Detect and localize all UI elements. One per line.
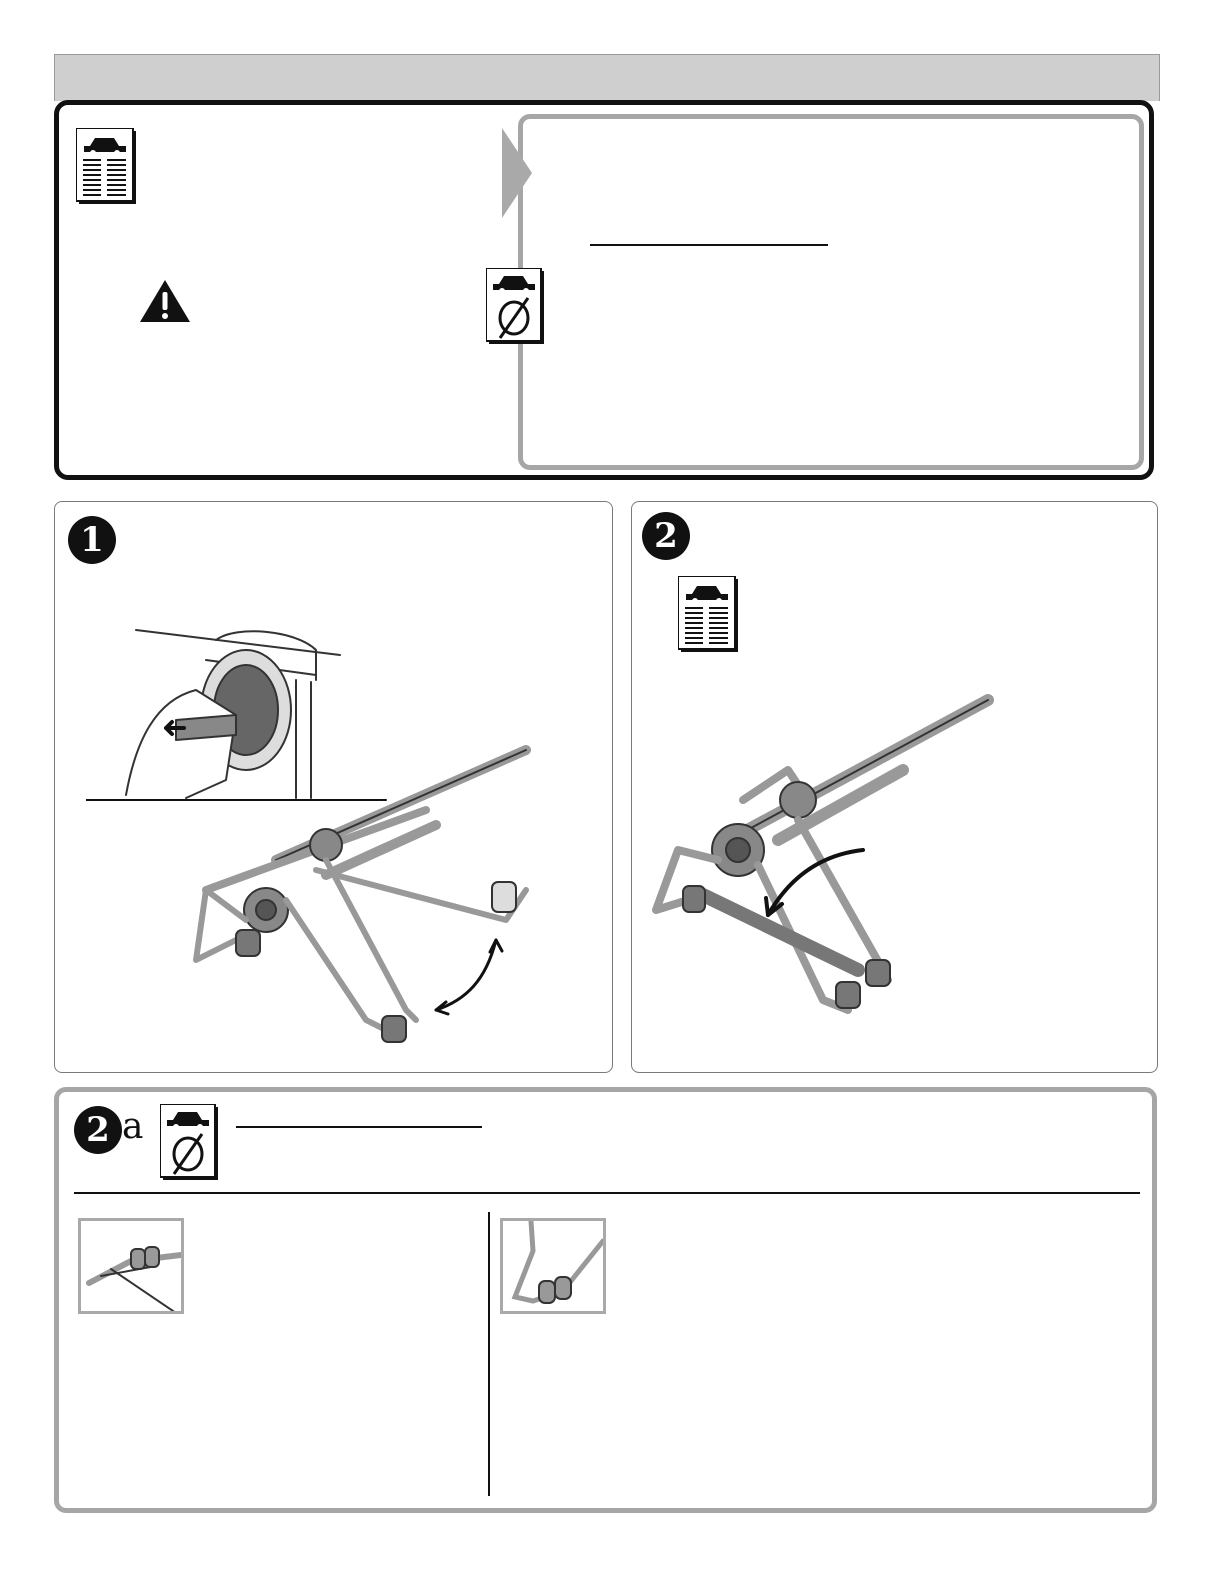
step-2a-left-thumbnail <box>78 1218 184 1314</box>
step-1-number: 1 <box>68 516 116 564</box>
vehicle-no-fit-icon <box>486 268 546 346</box>
vehicle-fit-document-icon <box>678 576 740 654</box>
vehicle-no-fit-icon <box>160 1104 220 1182</box>
warning-triangle-icon <box>138 278 192 324</box>
step-1-illustration <box>86 620 546 1060</box>
arrow-right-icon <box>502 128 532 218</box>
step-2a-number: 2 <box>74 1106 122 1154</box>
vehicle-fit-document-icon <box>76 128 138 206</box>
step-2-number: 2 <box>642 512 690 560</box>
step-2a-title-underline <box>236 1126 482 1128</box>
intro-right-box <box>518 114 1144 470</box>
header-bar <box>54 54 1160 101</box>
step-2a-suffix: a <box>122 1106 144 1147</box>
step-2a-right-thumbnail <box>500 1218 606 1314</box>
step-2a-divider <box>74 1192 1140 1194</box>
step-2-illustration <box>648 690 1008 1020</box>
step-2a-column-divider <box>488 1212 490 1496</box>
intro-right-underline <box>590 244 828 246</box>
